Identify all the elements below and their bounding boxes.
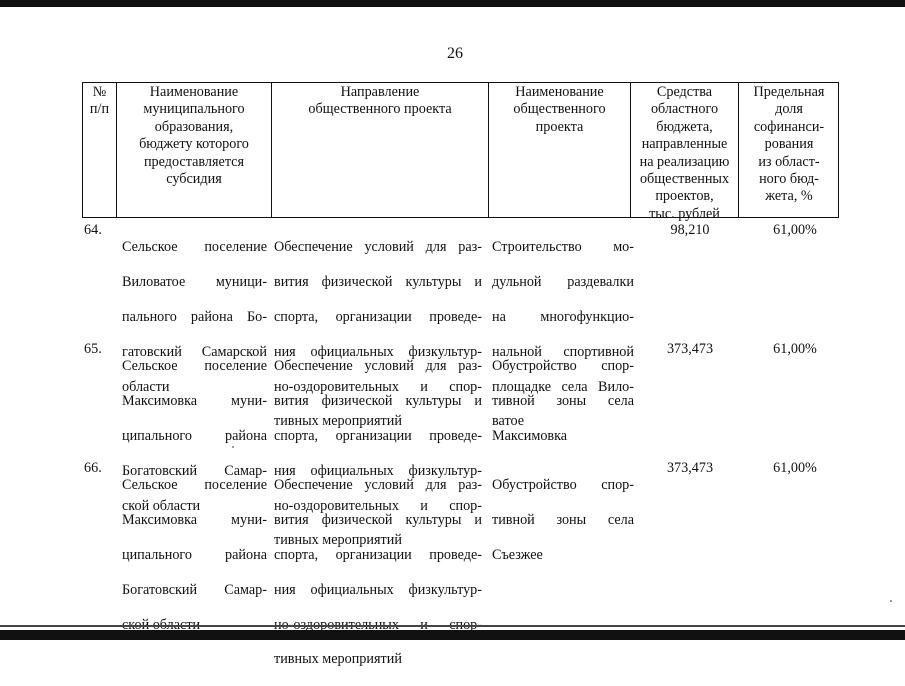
row-funds: 373,473 [666,460,714,476]
header-number: № п/п [89,84,110,118]
row-number: 64. [84,222,102,238]
row-municipality: Сельское поселение Виловатое муници- пального района Бо- гатовский Самарской области [122,239,267,395]
header-municipality: Наименование муниципального образования, бюджету которого предоставляется субсидия [139,84,249,188]
row-share: 61,00% [773,460,817,476]
row-direction: Обеспечение условий для раз- вития физической культуры и спорта, организации проведе- ния официальных физкультур- но-оздоровительных и спор- тивных мероприятий [274,358,482,549]
row-funds: 373,473 [666,341,714,357]
row-project: Обустройство спор- тивной зоны села Максимовка [492,358,634,445]
row-number: 65. [84,341,102,357]
row-share: 61,00% [773,222,817,238]
row-project: Строительство мо- дульной раздевалки на многофункцио- нальной спортивной площадке села Вило- ватое [492,239,634,430]
header-project: Наименование общественного проекта [513,84,606,135]
header-share: Предельная доля софинанси- рования из област- ного бюд- жета, % [753,84,825,205]
scan-speck [890,600,892,602]
scan-bottom-line [0,625,905,627]
row-municipality: Сельское поселение Максимовка муни- ципального района Богатовский Самар- ской области [122,358,267,514]
row-share: 61,00% [773,341,817,357]
scan-top-edge [0,0,905,7]
row-funds: 98,210 [670,222,710,238]
header-funds: Средства областного бюджета, направленные на реализацию общественных проектов, тыс. рублей [639,84,730,222]
page-number: 26 [447,45,463,62]
row-direction: Обеспечение условий для раз- вития физической культуры и спорта, организации проведе- ния официальных физкультур- но-оздоровительных и спор- тивных мероприятий [274,239,482,430]
table-header [82,82,839,222]
scan-speck [232,446,234,448]
row-direction: Обеспечение условий для раз- вития физической культуры и спорта, организации проведе- ния официальных физкультур- тивных мероприятий [274,477,482,668]
row-project: Обустройство спор- тивной зоны села Съезжее [492,477,634,564]
row-number: 66. [84,460,102,476]
scan-bottom-edge [0,630,905,640]
header-direction: Направление общественного проекта [308,84,452,118]
row-municipality: Сельское поселение Максимовка муни- ципального района Богатовский Самар- [122,477,267,598]
